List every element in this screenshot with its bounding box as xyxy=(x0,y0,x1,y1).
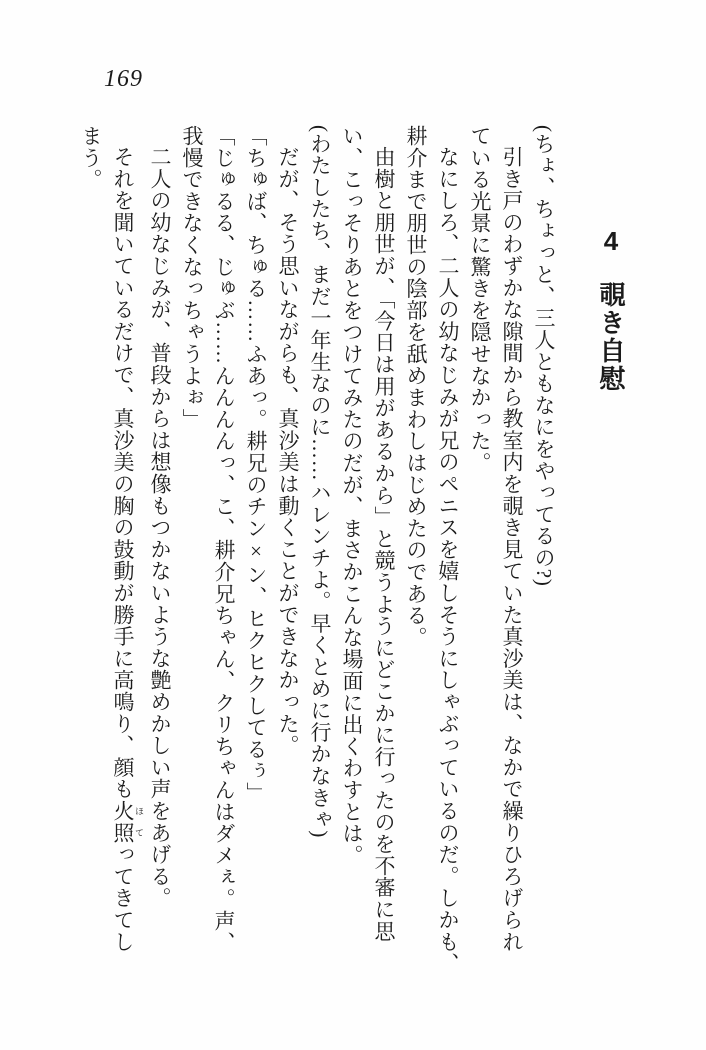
text-line: い、こっそりあとをつけてみたのだが、まさかこんな場面に出くわすとは。 xyxy=(340,125,364,867)
text-line: 「ちゅば、ちゅる……ふあっ。耕兄のチン×ン、ヒクヒクしてるぅ」 xyxy=(244,125,268,804)
text-line: 我慢できなくなっちゃうよぉ」 xyxy=(180,125,204,431)
text-line: まう。 xyxy=(79,125,103,191)
page-number: 169 xyxy=(104,66,143,92)
text-line: だが、そう思いながらも、真沙美は動くことができなかった。 xyxy=(276,146,300,757)
text-line: 由樹と朋世が、「今日は用があるから」と競うようにどこかに行ったのを不審に思 xyxy=(372,146,396,943)
text-line: ている光景に驚きを隠せなかった。 xyxy=(468,125,492,474)
text-line: 二人の幼なじみが、普段からは想像もつかないような艶めかしい声をあげる。 xyxy=(148,146,172,909)
text-line: 耕介まで朋世の陰部を舐めまわしはじめたのである。 xyxy=(404,125,428,649)
chapter-heading xyxy=(594,226,628,393)
text-line: (ちょ、ちょっと、三人ともなにをやってるの?) xyxy=(532,125,556,587)
text-line: 「じゅるる、じゅぶ……んんんんっ、こ、耕介兄ちゃん、クリちゃんはダメぇ。声、 xyxy=(212,125,236,954)
text-line: 引き戸のわずかな隙間から教室内を覗き見ていた真沙美は、なかで繰りひろげられ xyxy=(500,146,524,953)
text-block xyxy=(78,125,560,975)
chapter-title: 覗き自慰 xyxy=(596,281,626,394)
text-line: それを聞いているだけで、真沙美の胸の鼓動が勝手に高鳴り、顔も火照 ほてってきてし xyxy=(111,146,144,953)
text-line: (わたしたち、まだ一年生なのに……ハレンチよ。早くとめに行かなきゃ) xyxy=(308,125,332,839)
chapter-number: 4 xyxy=(596,226,626,258)
ruby-annotated-word: 火照 ほて xyxy=(111,800,144,844)
text-line: なにしろ、二人の幼なじみが兄のペニスを嬉しそうにしゃぶっているのだ。しかも、 xyxy=(436,146,460,975)
